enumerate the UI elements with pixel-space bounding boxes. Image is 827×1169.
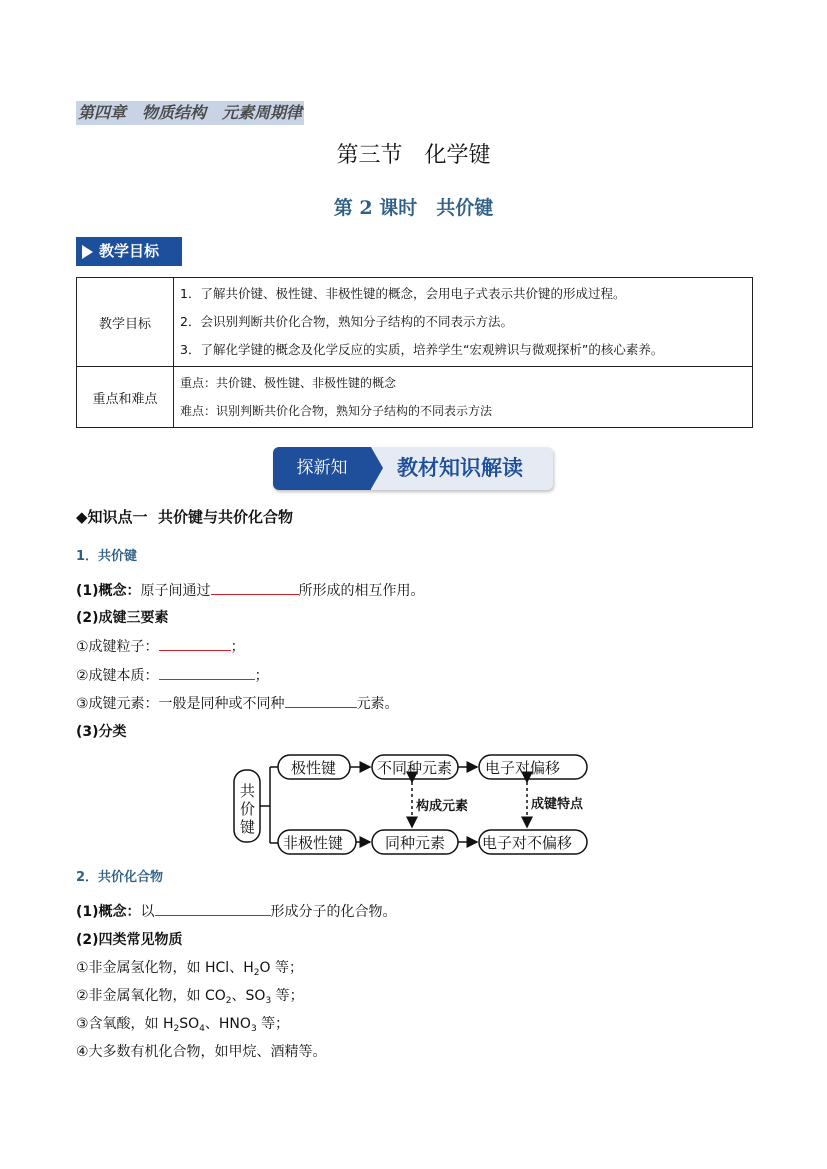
part2-types-title [76,929,183,951]
banner-left-label: 探新知 [273,447,371,490]
subscript: 3 [250,1024,257,1034]
type-text: ①非金属氢化物，如 HCl、H [76,960,254,976]
concept-label: (1)概念： [76,583,141,599]
concept-text: 以 [140,904,155,920]
fill-blank[interactable] [159,664,255,680]
subscript: 3 [265,996,272,1006]
item-text: ②成键本质： [76,668,159,684]
difficulty-row-body [174,367,753,428]
root-char: 价 [240,800,256,818]
type-text: 、SO [231,988,266,1004]
subscript: 2 [253,968,260,978]
fill-blank[interactable] [211,579,299,595]
part1-item1 [76,635,245,658]
part1-item2 [76,664,269,687]
concept-text-end: 所形成的相互作用。 [298,583,425,599]
concept-text: 原子间通过 [140,583,211,599]
goal-item: 1．了解共价键、极性键、非极性键的概念，会用电子式表示共价键的形成过程。 [180,286,626,301]
goals-row-head: 教学目标 [77,278,174,367]
difficulty-row-head: 重点和难点 [77,367,174,428]
concept-label: (1)概念： [76,904,141,920]
part2-concept [76,900,397,923]
diff-elements-label: 不同种元素 [377,759,453,777]
item-text-end: ； [230,639,245,655]
types-title-text: (2)四类常见物质 [76,932,183,948]
fill-blank[interactable] [285,692,357,708]
type-text: ③含氧酸，如 H [76,1016,174,1032]
subscript: 2 [173,1024,180,1034]
type-text: SO [179,1016,200,1032]
type-item [76,985,304,1012]
goals-badge [76,237,182,266]
banner-right-label: 教材知识解读 [371,447,553,490]
difficult-point: 难点：识别判断共价化合物，熟知分子结构的不同表示方法 [180,404,493,418]
feature-label: 成键特点 [531,797,584,812]
goal-item: 2．会识别判断共价化合物，熟知分子结构的不同表示方法。 [180,314,513,329]
part2-title: 2．共价化合物 [76,870,164,885]
subscript: 2 [225,996,232,1006]
item-text-end: ； [254,668,269,684]
chapter-heading: 第四章 物质结构 元素周期律 [76,101,304,125]
key-point: 重点：共价键、极性键、非极性键的概念 [180,376,397,390]
type-text: 、HNO [204,1016,251,1032]
classification-diagram [232,752,597,860]
goals-row-body [174,278,753,367]
subscript: 4 [199,1024,205,1034]
root-char: 键 [240,818,256,836]
knowledge-point-title: ◆知识点一 共价键与共价化合物 [76,508,293,526]
type-item [76,957,303,984]
type-text: 等； [271,988,304,1004]
same-elements-label: 同种元素 [385,834,446,852]
part1-classify-title [76,721,127,743]
part1-elements-title [76,607,169,629]
part1-item3 [76,692,399,715]
goals-badge-label: 教学目标 [99,242,160,260]
difficulty-row [77,367,753,428]
composition-label: 构成元素 [416,799,469,814]
concept-text-end: 形成分子的化合物。 [270,904,397,920]
root-char: 共 [240,782,256,800]
goals-row [77,278,753,367]
item-text-end: 元素。 [356,696,399,712]
type-text: 等； [256,1016,290,1032]
bracket-lines [260,767,278,843]
classify-title-text: (3)分类 [76,724,127,740]
arrow-right-icon [82,245,93,259]
item-text: ③成键元素：一般是同种或不同种 [76,696,285,712]
type-text: O 等； [259,960,303,976]
goal-item: 3．了解化学键的概念及化学反应的实质，培养学生“宏观辨识与微观探析”的核心素养。 [180,342,664,357]
part1-concept [76,579,425,602]
fill-blank[interactable] [155,900,271,916]
goals-table [76,277,753,428]
nonpolar-label: 非极性键 [283,834,344,852]
elements-title-text: (2)成键三要素 [76,610,169,626]
section-banner [273,447,553,490]
fill-blank[interactable] [159,635,231,651]
not-shifted-label: 电子对不偏移 [482,834,573,852]
type-item: ④大多数有机化合物，如甲烷、酒精等。 [76,1044,327,1060]
lesson-title: 第 2 课时 共价键 [333,197,494,219]
section-title: 第三节 化学键 [336,143,491,168]
type-item [76,1013,289,1040]
type-text: ②非金属氧化物，如 CO [76,988,226,1004]
item-text: ①成键粒子： [76,639,159,655]
polar-label: 极性键 [291,759,337,777]
part1-title: 1．共价键 [76,549,138,564]
shifted-label: 电子对偏移 [485,759,561,777]
